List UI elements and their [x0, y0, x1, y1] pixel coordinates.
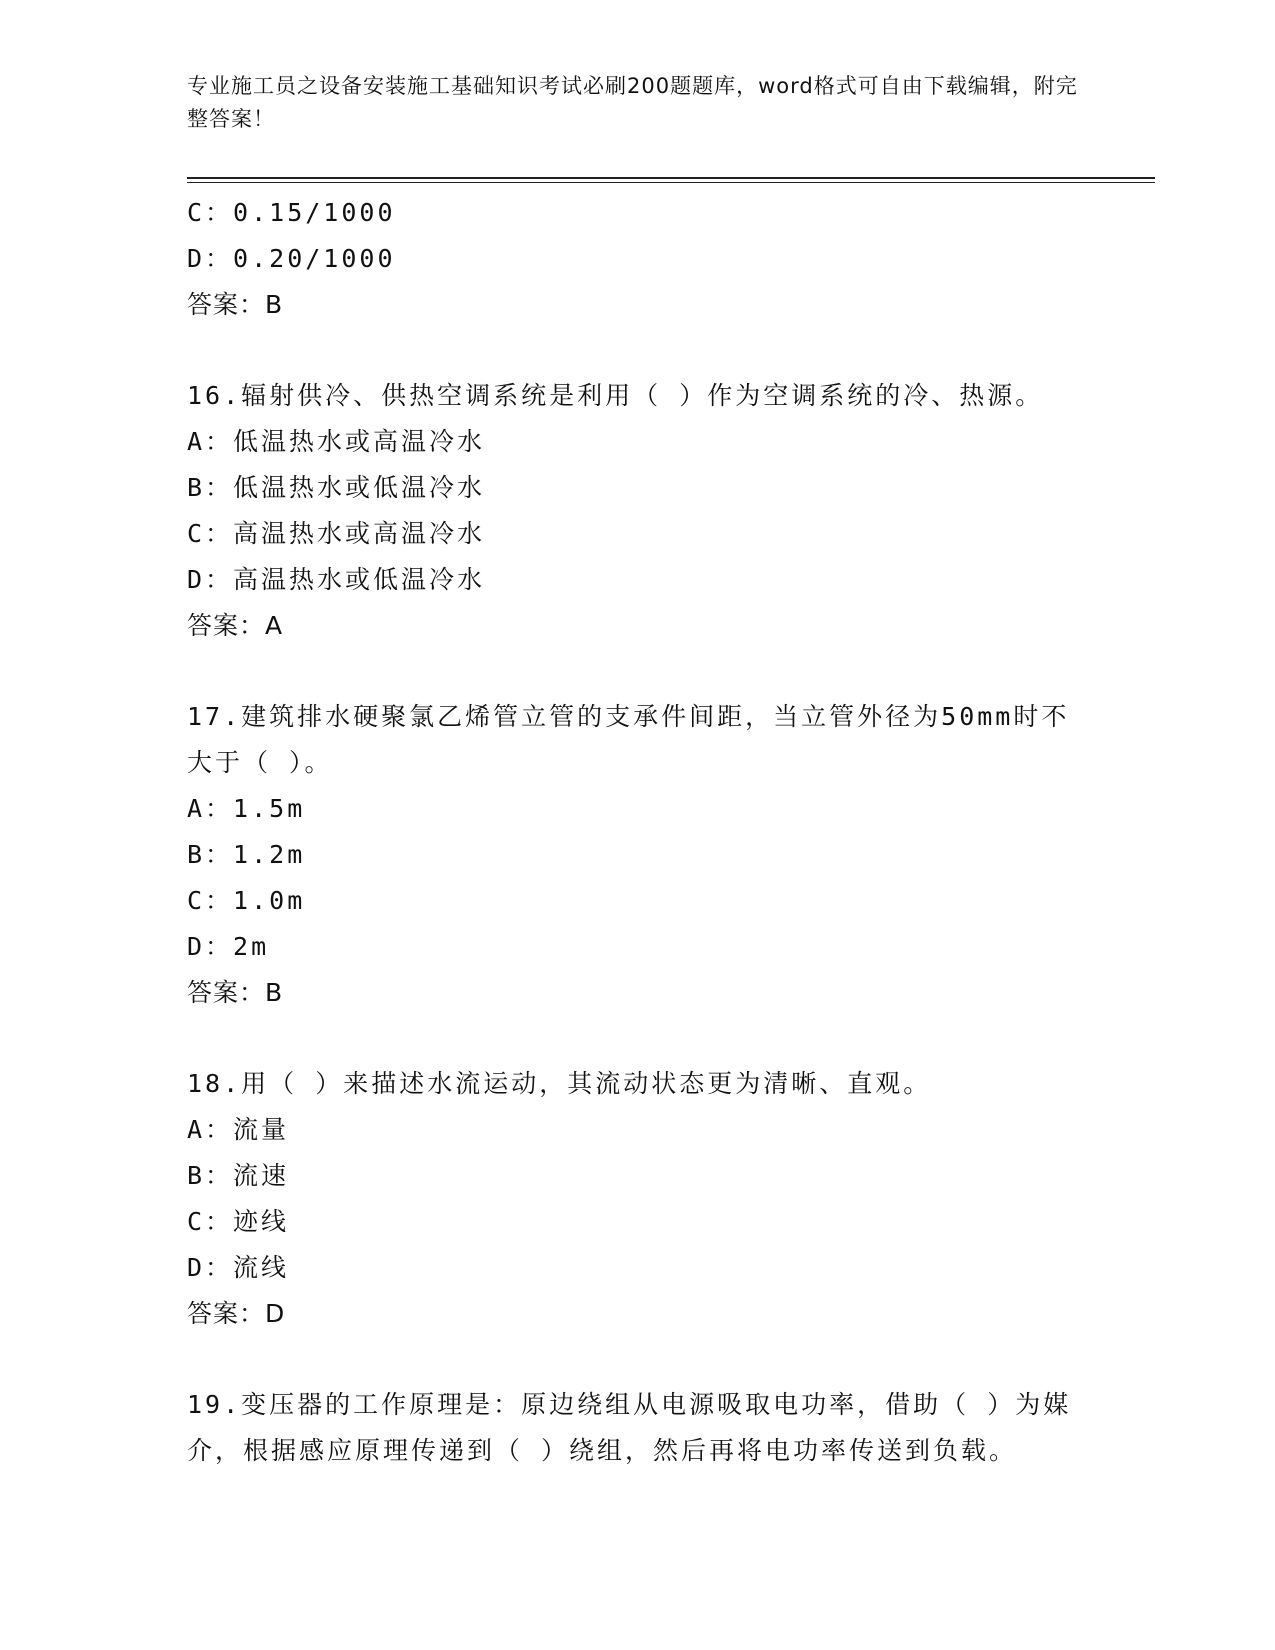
option-b: B：流速: [187, 1161, 290, 1190]
option-b: B：低温热水或低温冷水: [187, 473, 486, 502]
question-stem: 19.变压器的工作原理是：原边绕组从电源吸取电功率，借助（ ）为媒介，根据感应原理传递到（ ）绕组，然后再将电功率传送到负载。: [187, 1390, 1072, 1465]
header-divider: [187, 177, 1155, 183]
spacer: [187, 649, 1077, 694]
option-a: A：低温热水或高温冷水: [187, 427, 486, 456]
page-header: 专业施工员之设备安装施工基础知识考试必刷200题题库，word格式可自由下载编辑，附完整答案！: [187, 74, 1078, 131]
option-c: C：迹线: [187, 1207, 290, 1236]
answer-line: 答案：B: [187, 290, 284, 319]
spacer: [187, 328, 1077, 373]
answer-line: 答案：A: [187, 611, 284, 640]
question-16: [187, 373, 1077, 649]
question-stem: 18.用（ ）来描述水流运动，其流动状态更为清晰、直观。: [187, 1069, 932, 1098]
question-17: [187, 694, 1077, 1016]
option-a: A：1.5m: [187, 794, 306, 823]
question-stem: 16.辐射供冷、供热空调系统是利用（ ）作为空调系统的冷、热源。: [187, 381, 1044, 410]
spacer: [187, 1016, 1077, 1061]
option-b: B：1.2m: [187, 840, 306, 869]
option-d: D：0.20/1000: [187, 244, 396, 273]
answer-line: 答案：D: [187, 1299, 286, 1328]
option-c: C：1.0m: [187, 886, 306, 915]
option-d: D：流线: [187, 1253, 290, 1282]
option-d: D：2m: [187, 932, 270, 961]
question-19: [187, 1382, 1077, 1474]
option-c: C：高温热水或高温冷水: [187, 519, 486, 548]
option-d: D：高温热水或低温冷水: [187, 565, 486, 594]
option-c: C：0.15/1000: [187, 198, 396, 227]
answer-line: 答案：B: [187, 978, 284, 1007]
option-a: A：流量: [187, 1115, 290, 1144]
document-body: [187, 190, 1077, 1474]
question-stem: 17.建筑排水硬聚氯乙烯管立管的支承件间距，当立管外径为50mm时不大于（ ）。: [187, 702, 1070, 777]
spacer: [187, 1337, 1077, 1382]
question-18: [187, 1061, 1077, 1337]
